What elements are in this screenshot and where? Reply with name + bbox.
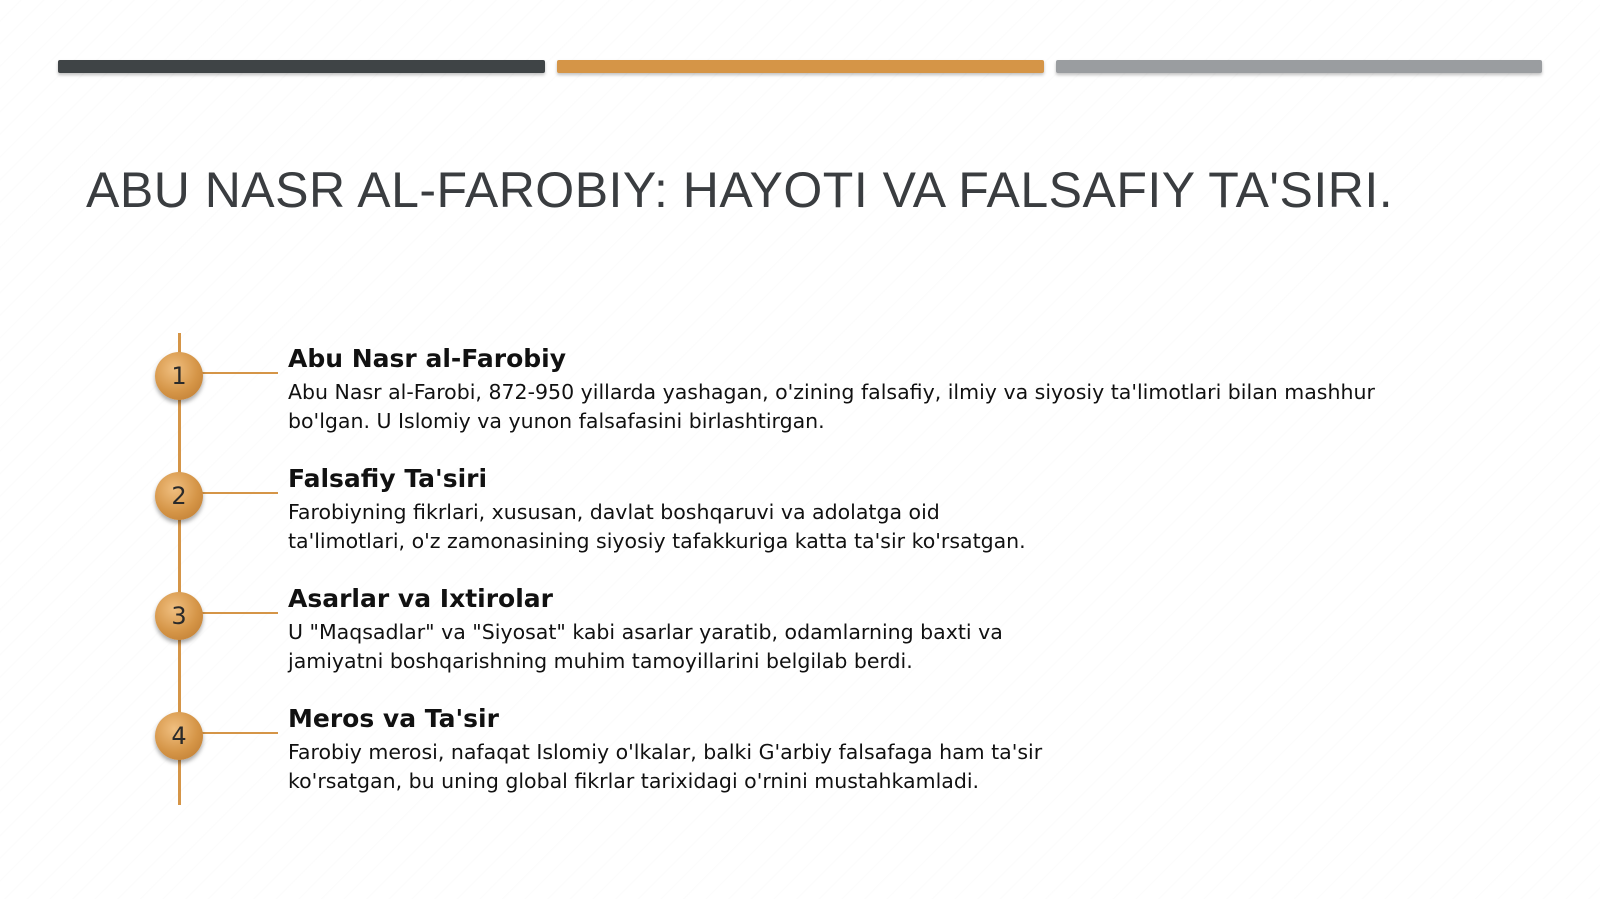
timeline-heading-4: Meros va Ta'sir (288, 704, 499, 733)
header-bar-orange (557, 60, 1044, 73)
timeline-number: 3 (171, 602, 187, 630)
timeline-connector (190, 372, 278, 374)
timeline-heading-3: Asarlar va Ixtirolar (288, 584, 553, 613)
timeline-marker-3 (155, 592, 203, 640)
timeline-number: 1 (171, 362, 187, 390)
timeline-marker-4 (155, 712, 203, 760)
timeline-number: 4 (171, 722, 187, 750)
timeline-connector (190, 492, 278, 494)
header-bar-gray (1056, 60, 1542, 73)
slide-title: ABU NASR AL-FAROBIY: HAYOTI VA FALSAFIY TA'SIRI. (86, 162, 1394, 218)
timeline-heading-1: Abu Nasr al-Farobiy (288, 344, 567, 373)
timeline-number: 2 (171, 482, 187, 510)
timeline-heading-2: Falsafiy Ta'siri (288, 464, 488, 493)
timeline-text-3: U "Maqsadlar" va "Siyosat" kabi asarlar yaratib, odamlarning baxti va jamiyatni boshqarishning muhim tamoyillarini belgilab berdi. (288, 620, 1003, 673)
timeline-text-2: Farobiyning fikrlari, xususan, davlat boshqaruvi va adolatga oid ta'limotlari, o'z zamonasining siyosiy tafakkuriga katta ta'sir ko'rsatgan. (288, 500, 1026, 553)
timeline-connector (190, 732, 278, 734)
header-bar-dark (58, 60, 545, 73)
timeline-text-1: Abu Nasr al-Farobi, 872-950 yillarda yashagan, o'zining falsafiy, ilmiy va siyosiy ta'limotlari bilan mashhur bo'lgan. U Islomiy va yunon falsafasini birlashtirgan. (288, 380, 1375, 433)
timeline-text-4: Farobiy merosi, nafaqat Islomiy o'lkalar, balki G'arbiy falsafaga ham ta'sir ko'rsatgan, bu uning global fikrlar tarixidagi o'rnini mustahkamladi. (288, 740, 1043, 793)
timeline-marker-2 (155, 472, 203, 520)
timeline-connector (190, 612, 278, 614)
timeline-marker-1 (155, 352, 203, 400)
